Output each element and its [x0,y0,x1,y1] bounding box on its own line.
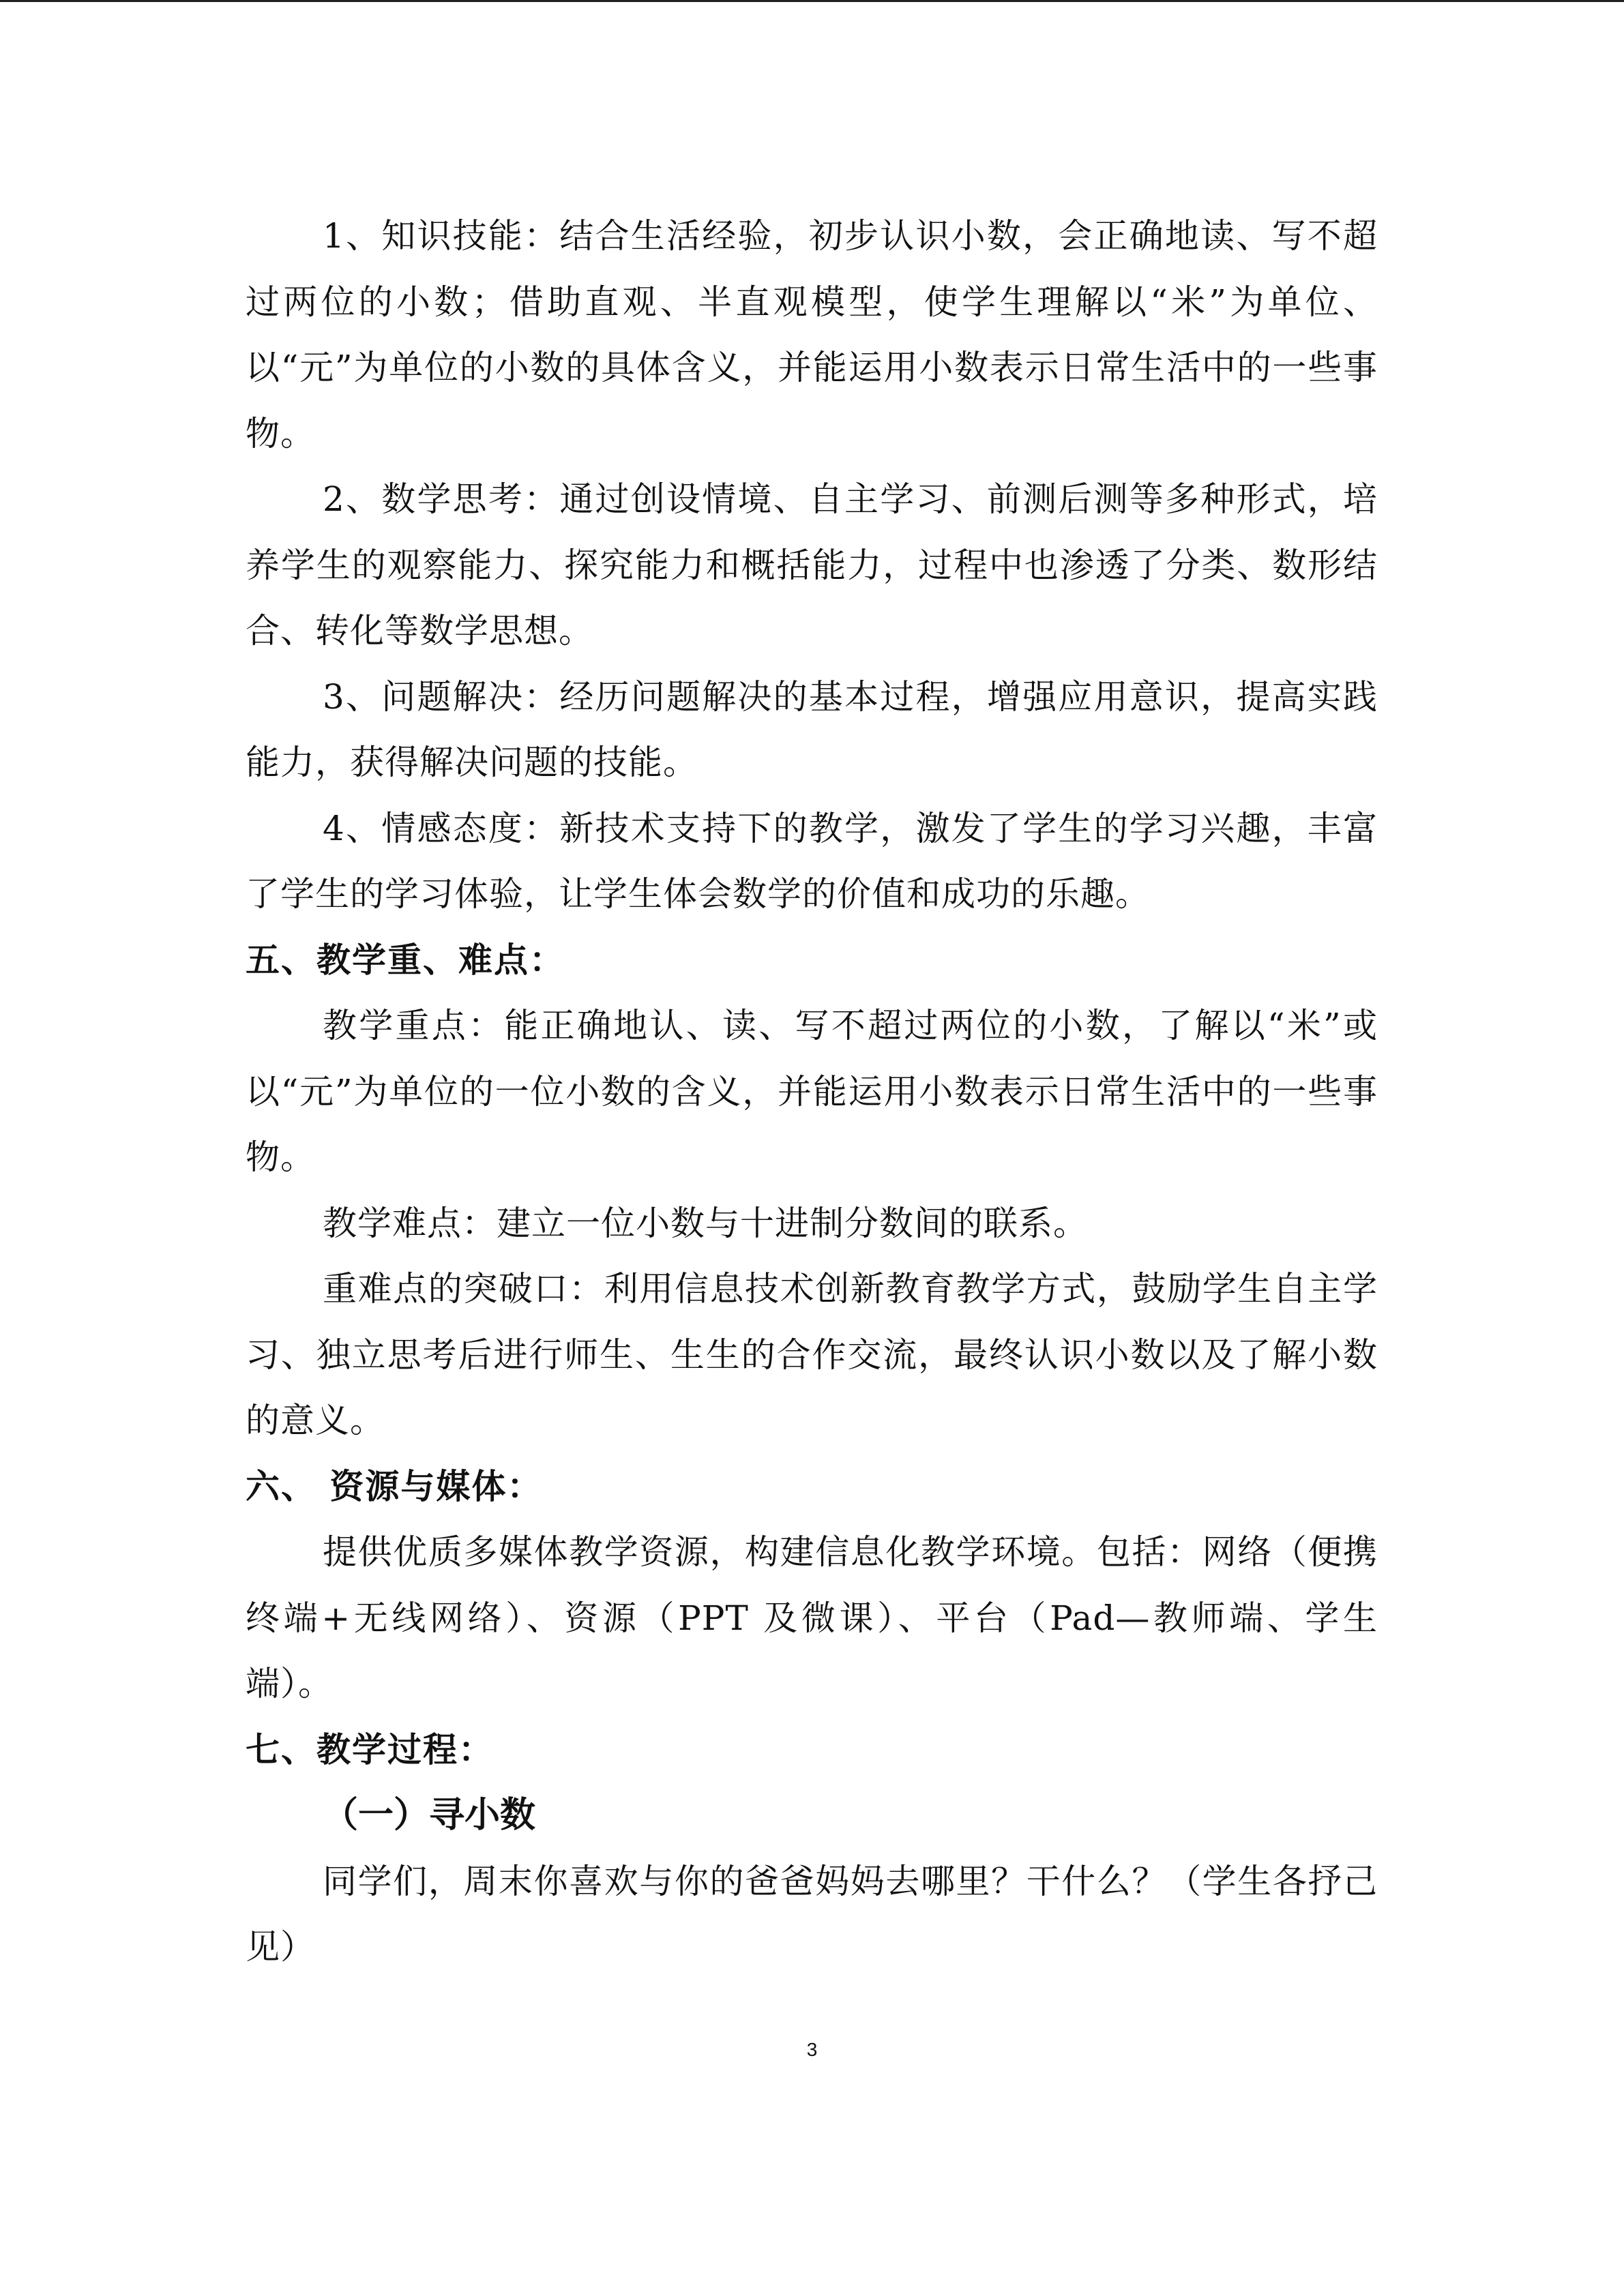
goal-problem-solving: 3、问题解决：经历问题解决的基本过程，增强应用意识，提高实践能力，获得解决问题的技能。 [246,676,1378,782]
section-five-heading: 五、教学重、难点： [246,939,565,980]
breakthrough-point: 重难点的突破口：利用信息技术创新教育教学方式，鼓励学生自主学习、独立思考后进行师生、生生的合作交流，最终认识小数以及了解小数的意义。 [246,1269,1378,1440]
document-body [246,203,1378,1980]
teaching-key-point: 教学重点：能正确地认、读、写不超过两位的小数，了解以“米”或以“元”为单位的一位小数的含义，并能运用小数表示日常生活中的一些事物。 [246,1006,1378,1177]
step-one-intro: 同学们，周末你喜欢与你的爸爸妈妈去哪里？干什么？（学生各抒己见） [246,1861,1378,1967]
goal-emotion-attitude: 4、情感态度：新技术支持下的教学，激发了学生的学习兴趣，丰富了学生的学习体验，让学生体会数学的价值和成功的乐趣。 [246,808,1378,914]
resources-media: 提供优质多媒体教学资源，构建信息化教学环境。包括：网络（便携终端+无线网络）、资源（PPT 及微课）、平台（Pad—教师端、学生端）。 [246,1532,1378,1703]
page-top-border [0,0,1624,2]
section-six-heading: 六、 资源与媒体： [246,1465,543,1506]
teaching-difficulty: 教学难点：建立一位小数与十进制分数间的联系。 [323,1203,1088,1243]
section-seven-heading: 七、教学过程： [246,1729,494,1770]
goal-math-thinking: 2、数学思考：通过创设情境、自主学习、前测后测等多种形式，培养学生的观察能力、探究能力和概括能力，过程中也渗透了分类、数形结合、转化等数学思想。 [246,479,1378,651]
page-number: 3 [806,2039,818,2060]
step-one-heading: （一）寻小数 [323,1795,536,1836]
goal-knowledge-skill: 1、知识技能：结合生活经验，初步认识小数，会正确地读、写不超过两位的小数；借助直观、半直观模型，使学生理解以“米”为单位、以“元”为单位的小数的具体含义，并能运用小数表示日常生活中的一些事物。 [246,216,1378,453]
